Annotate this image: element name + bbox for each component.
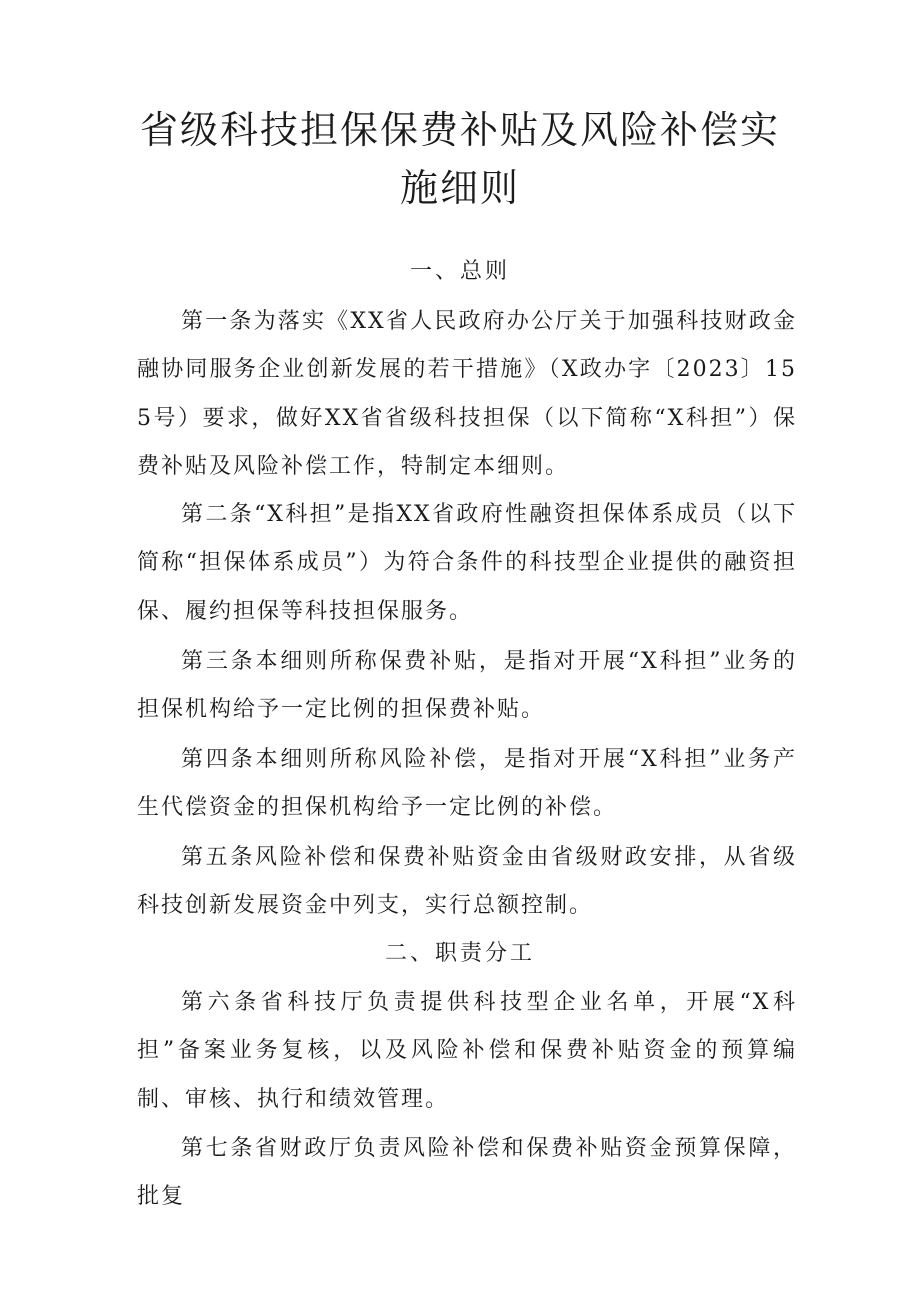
section-heading-general: 一、总则	[409, 259, 510, 284]
document-title: 省级科技担保保费补贴及风险补偿实施细则	[140, 108, 781, 210]
article-6: 第六条省科技厅负责提供科技型企业名单，开展“X科担”备案业务复核，以及风险补偿和保费补贴资金的预算编制、审核、执行和绩效管理。	[137, 990, 797, 1112]
article-1: 第一条为落实《XX省人民政府办公厅关于加强科技财政金融协同服务企业创新发展的若干措施》（X政办字〔2023〕155号）要求，做好XX省省级科技担保（以下简称“X科担”）保费补贴及风险补偿工作，特制定本细则。	[137, 309, 797, 479]
section-heading-duties: 二、职责分工	[384, 941, 535, 966]
article-7: 第七条省财政厅负责风险补偿和保费补贴资金预算保障，批复	[137, 1136, 797, 1210]
article-5: 第五条风险补偿和保费补贴资金由省级财政安排，从省级科技创新发展资金中列支，实行总额控制。	[137, 845, 797, 919]
article-2: 第二条“X科担”是指XX省政府性融资担保体系成员（以下简称“担保体系成员”）为符合条件的科技型企业提供的融资担保、履约担保等科技担保服务。	[137, 502, 797, 624]
article-4: 第四条本细则所称风险补偿，是指对开展“X科担”业务产生代偿资金的担保机构给予一定比例的补偿。	[137, 747, 797, 821]
article-3: 第三条本细则所称保费补贴，是指对开展“X科担”业务的担保机构给予一定比例的担保费补贴。	[137, 649, 797, 723]
